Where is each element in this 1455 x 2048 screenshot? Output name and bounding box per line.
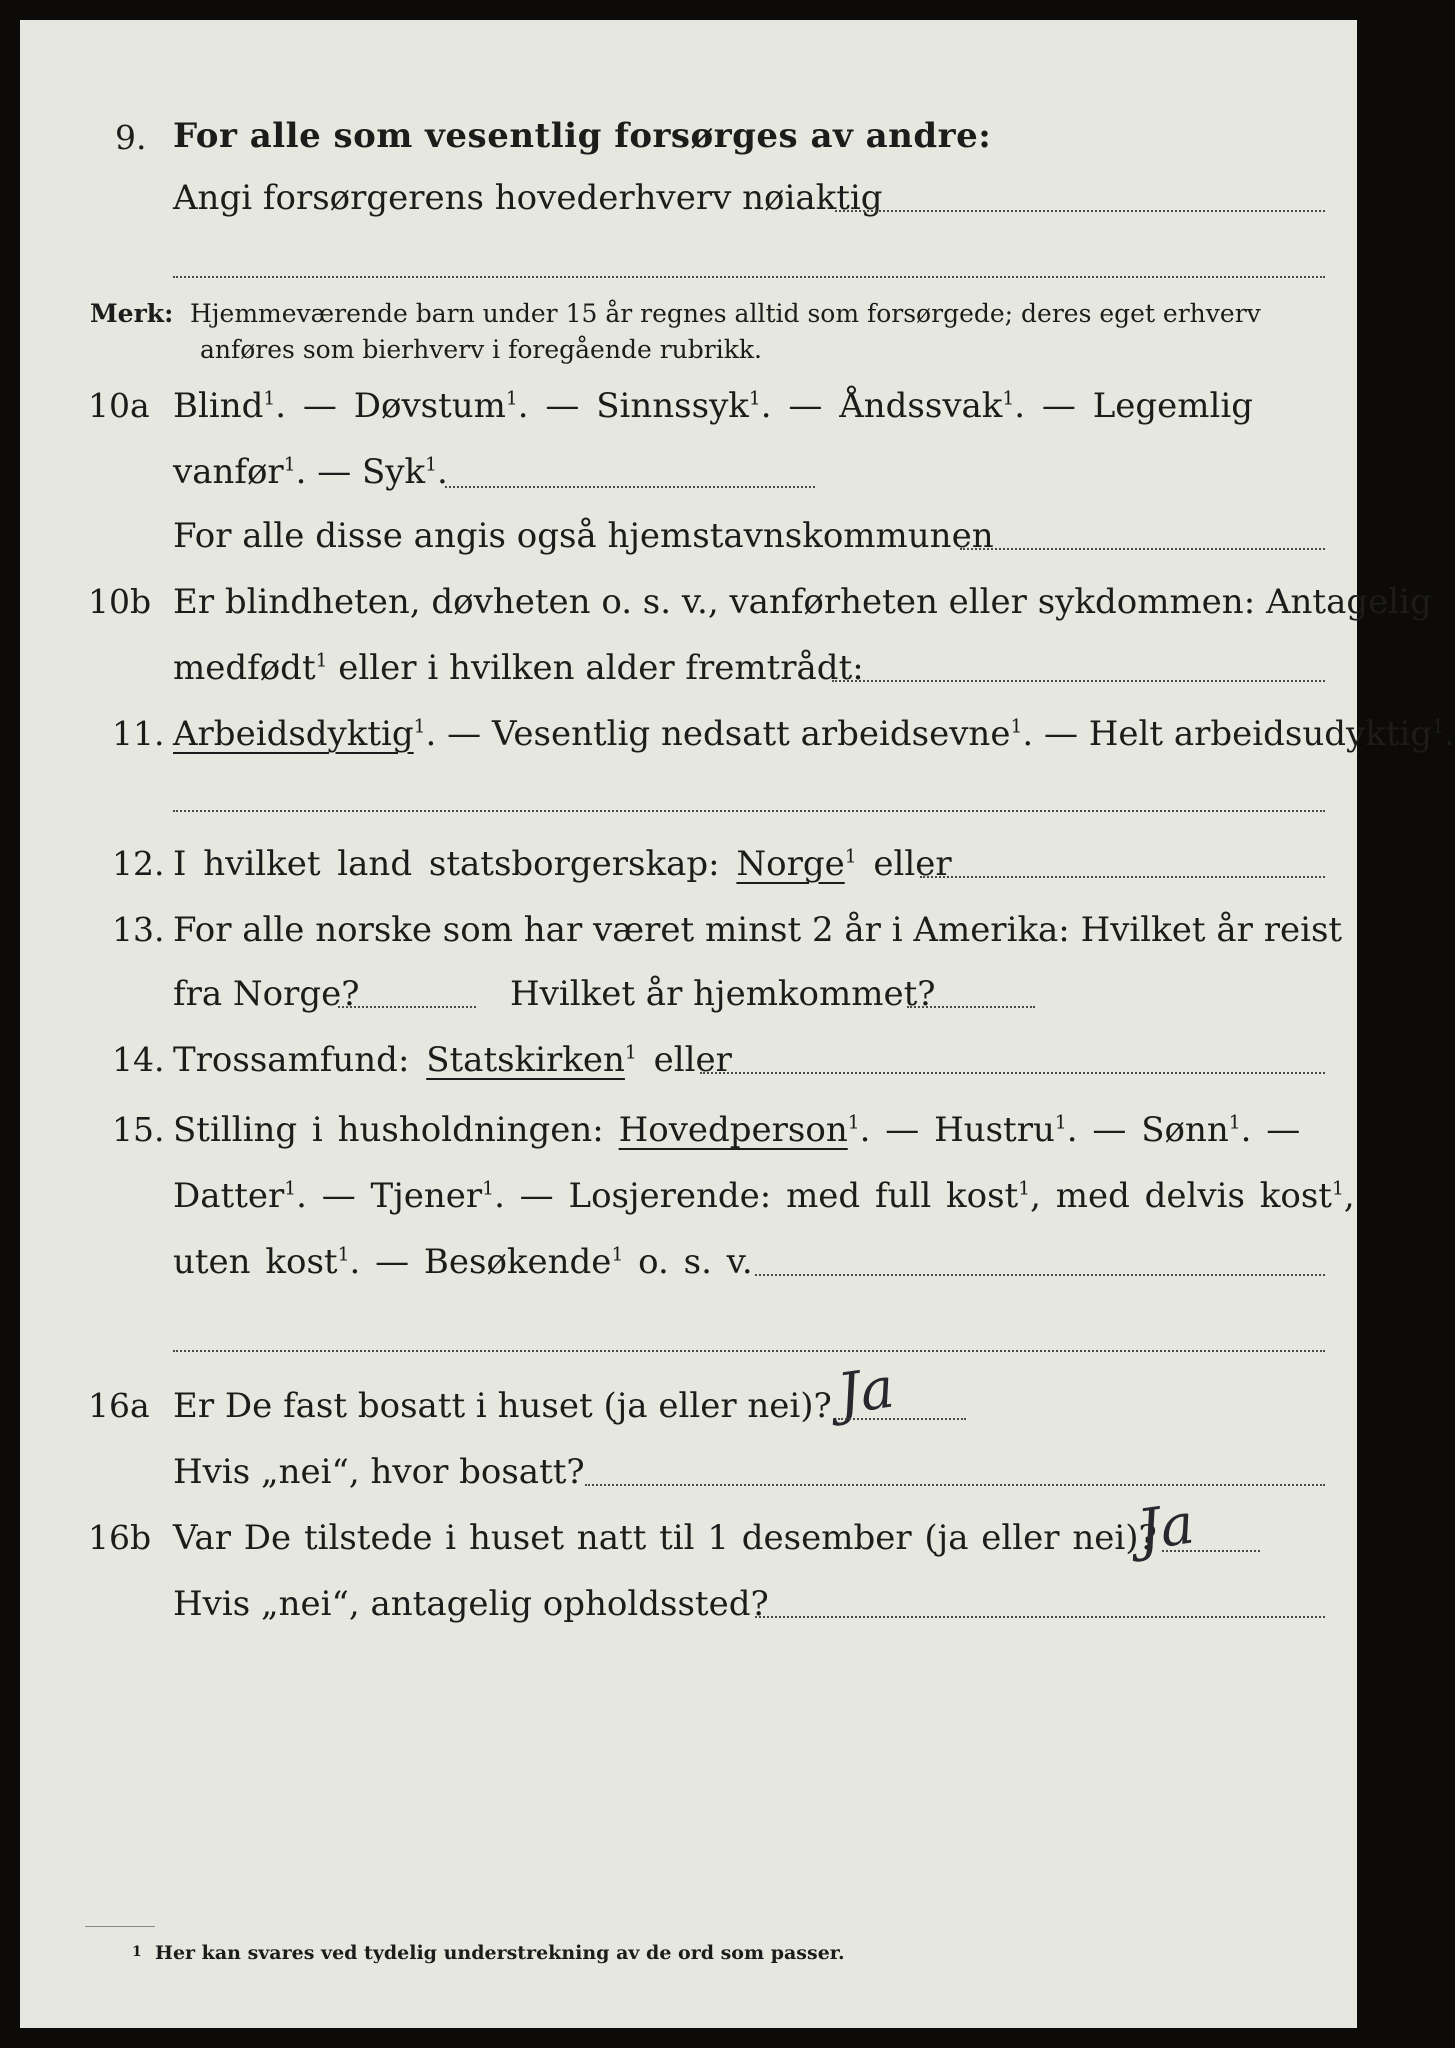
opt-statskirken[interactable]: Statskirken bbox=[426, 1040, 625, 1080]
q12-answer-line[interactable] bbox=[920, 876, 1325, 878]
q9-answer-line[interactable] bbox=[835, 210, 1325, 212]
q16b-opholdssted-line[interactable] bbox=[755, 1616, 1325, 1618]
q11-answer-line[interactable] bbox=[173, 810, 1325, 812]
footnote-ref: 1 bbox=[482, 1178, 495, 1200]
opt-sinnssyk[interactable]: . — Sinnssyk bbox=[517, 386, 749, 426]
opt-delvis-kost[interactable]: , med delvis kost bbox=[1030, 1176, 1332, 1216]
opt-sonn[interactable]: . — Sønn bbox=[1066, 1110, 1229, 1150]
q13-hjem-label: Hvilket år hjemkommet? bbox=[510, 974, 936, 1014]
merk-label: Merk: bbox=[90, 299, 174, 328]
q15-line-3 bbox=[173, 1242, 753, 1282]
q16a-answer-line bbox=[838, 1418, 966, 1420]
q10b-alder-text: eller i hvilken alder fremtrådt: bbox=[327, 648, 864, 688]
opt-tjener[interactable]: . — Tjener bbox=[296, 1176, 483, 1216]
opt-blind[interactable]: Blind bbox=[173, 386, 264, 426]
q10a-line-1 bbox=[173, 386, 1253, 426]
opt-andssvak[interactable]: . — Åndssvak bbox=[760, 386, 1003, 426]
q15-question: Stilling i husholdningen: bbox=[173, 1110, 604, 1150]
q10a-number: 10a bbox=[88, 386, 150, 425]
footnote-ref: 1 bbox=[425, 454, 437, 476]
footnote-ref: 1 bbox=[315, 650, 328, 672]
q16b-answer-line bbox=[1162, 1550, 1260, 1552]
opt-hovedperson[interactable]: Hovedperson bbox=[618, 1110, 848, 1150]
opt-syk[interactable]: . — Syk bbox=[295, 452, 426, 492]
footnote-rule bbox=[85, 1926, 155, 1927]
opt-dovstum[interactable]: . — Døvstum bbox=[275, 386, 506, 426]
opt-legemlig[interactable]: . — Legemlig bbox=[1014, 386, 1254, 426]
census-form-page bbox=[20, 20, 1455, 2028]
footnote-ref: 1 bbox=[505, 388, 518, 410]
footnote-ref: 1 bbox=[413, 716, 426, 738]
q11-line bbox=[173, 714, 1455, 754]
q12-question: I hvilket land statsborgerskap: bbox=[173, 844, 720, 884]
q11-number: 11. bbox=[112, 714, 165, 753]
q10a-kommune-line[interactable] bbox=[960, 548, 1325, 550]
footnote-ref: 1 bbox=[624, 1042, 637, 1064]
q16b-line-1: Var De tilstede i huset natt til 1 desember (ja eller nei)? bbox=[173, 1518, 1157, 1558]
q10b-answer-line[interactable] bbox=[832, 680, 1325, 682]
footnote-ref: 1 bbox=[1018, 1178, 1031, 1200]
merk-line-2: anføres som bierhverv i foregående rubrikk. bbox=[200, 335, 762, 364]
footnote-ref: 1 bbox=[1010, 716, 1023, 738]
opt-arbeidsdyktig[interactable]: Arbeidsdyktig bbox=[173, 714, 414, 754]
q10a-syk-line[interactable] bbox=[445, 486, 815, 488]
q15-line-2 bbox=[173, 1176, 1355, 1216]
q16b-line-2: Hvis „nei“, antagelig opholdssted? bbox=[173, 1584, 769, 1624]
footnote-text: Her kan svares ved tydelig understrekning av de ord som passer. bbox=[155, 1942, 845, 1964]
q16b-number: 16b bbox=[88, 1518, 152, 1557]
opt-uten-kost[interactable]: uten kost bbox=[173, 1242, 338, 1282]
q13-line-1: For alle norske som har været minst 2 år i Amerika: Hvilket år reist bbox=[173, 910, 1343, 950]
footnote-ref: 1 bbox=[284, 1178, 297, 1200]
q9-prompt: Angi forsørgerens hovederhverv nøiaktig bbox=[173, 178, 883, 218]
q10a-period: . bbox=[437, 452, 448, 492]
q16b-handwritten-answer[interactable]: Ja bbox=[1133, 1491, 1199, 1564]
q15-osv: o. s. v. bbox=[623, 1242, 753, 1282]
q15-answer-line[interactable] bbox=[755, 1274, 1325, 1276]
opt-hustru[interactable]: . — Hustru bbox=[859, 1110, 1055, 1150]
q16a-line-1: Er De fast bosatt i huset (ja eller nei)? bbox=[173, 1386, 832, 1426]
opt-nedsatt[interactable]: . — Vesentlig nedsatt arbeidsevne bbox=[425, 714, 1011, 754]
opt-datter[interactable]: Datter bbox=[173, 1176, 285, 1216]
q14-line bbox=[173, 1040, 732, 1080]
footnote-ref: 1 bbox=[847, 1112, 860, 1134]
q16a-handwritten-answer[interactable]: Ja bbox=[833, 1355, 899, 1428]
q12-eller: eller bbox=[856, 844, 952, 884]
q10a-line-2 bbox=[173, 452, 448, 492]
opt-medfodt[interactable]: medfødt bbox=[173, 648, 316, 688]
q14-question: Trossamfund: bbox=[173, 1040, 410, 1080]
opt-udyktig[interactable]: . — Helt arbeidsudyktig bbox=[1022, 714, 1433, 754]
q13-reist-line[interactable] bbox=[338, 1006, 476, 1008]
footnote-ref: 1 bbox=[1228, 1112, 1241, 1134]
opt-norge[interactable]: Norge bbox=[736, 844, 845, 884]
q10a-line-3: For alle disse angis også hjemstavnskommunen bbox=[173, 516, 994, 556]
merk-line-1: Hjemmeværende barn under 15 år regnes alltid som forsørgede; deres eget erhverv bbox=[190, 299, 1261, 328]
q16a-number: 16a bbox=[88, 1386, 150, 1425]
q10b-number: 10b bbox=[88, 582, 152, 621]
q10b-line-1: Er blindheten, døvheten o. s. v., vanførheten eller sykdommen: Antagelig bbox=[173, 582, 1432, 622]
q16a-line-2: Hvis „nei“, hvor bosatt? bbox=[173, 1452, 585, 1492]
q13-reist-label: fra Norge? bbox=[173, 974, 360, 1014]
footnote-ref: 1 bbox=[1432, 716, 1445, 738]
footnote-ref: 1 bbox=[611, 1244, 624, 1266]
footnote-ref: 1 bbox=[283, 454, 296, 476]
opt-besokende[interactable]: . — Besøkende bbox=[349, 1242, 612, 1282]
footnote-ref: 1 bbox=[1002, 388, 1015, 410]
footnote-mark: 1 bbox=[132, 1944, 142, 1960]
q12-number: 12. bbox=[112, 844, 165, 883]
footnote-ref: 1 bbox=[748, 388, 761, 410]
footnote-ref: 1 bbox=[844, 846, 857, 868]
q13-number: 13. bbox=[112, 910, 165, 949]
q14-number: 14. bbox=[112, 1040, 165, 1079]
footnote-ref: 1 bbox=[337, 1244, 350, 1266]
q9-answer-line-2[interactable] bbox=[173, 276, 1325, 278]
opt-vanfor[interactable]: vanfør bbox=[173, 452, 284, 492]
q10b-line-2 bbox=[173, 648, 864, 688]
q15-number: 15. bbox=[112, 1110, 165, 1149]
footnote-ref: 1 bbox=[1331, 1178, 1344, 1200]
q14-answer-line[interactable] bbox=[700, 1072, 1325, 1074]
footnote-ref: 1 bbox=[1054, 1112, 1067, 1134]
q15-comma: , bbox=[1343, 1176, 1355, 1216]
q13-hjem-line[interactable] bbox=[907, 1006, 1035, 1008]
q12-line bbox=[173, 844, 952, 884]
q9-number: 9. bbox=[115, 118, 147, 157]
q14-eller: eller bbox=[636, 1040, 732, 1080]
q16a-bosatt-line[interactable] bbox=[585, 1484, 1325, 1486]
q9-heading: For alle som vesentlig forsørges av andre: bbox=[173, 116, 992, 156]
q15-answer-line-2[interactable] bbox=[173, 1350, 1325, 1352]
q15-line-1 bbox=[173, 1110, 1300, 1150]
opt-full-kost[interactable]: . — Losjerende: med full kost bbox=[494, 1176, 1019, 1216]
footnote-ref: 1 bbox=[263, 388, 276, 410]
q11-period: . bbox=[1444, 714, 1455, 754]
q15-dash: . — bbox=[1240, 1110, 1301, 1150]
